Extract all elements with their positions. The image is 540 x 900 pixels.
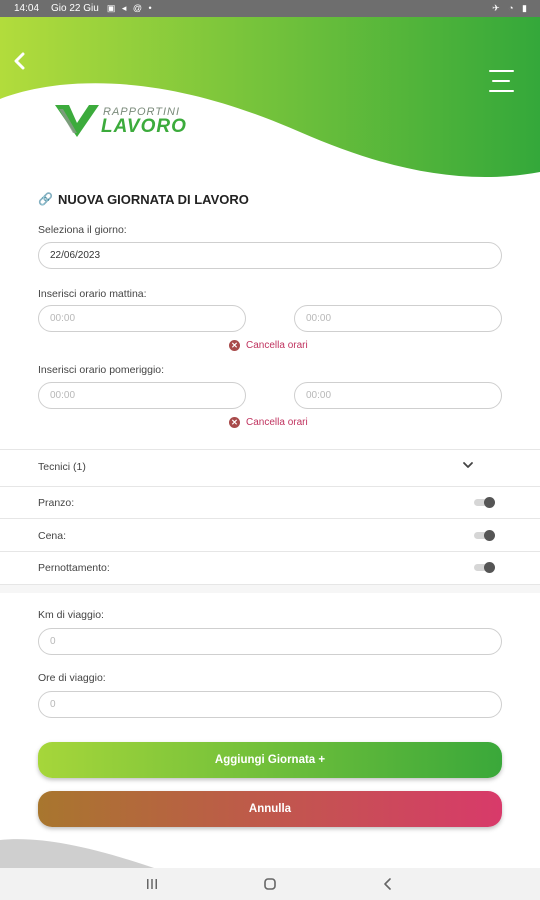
close-icon: ✕ (229, 340, 240, 351)
afternoon-end-input[interactable]: 00:00 (294, 382, 502, 409)
morning-cancel-label: Cancella orari (246, 340, 308, 351)
lunch-label: Pranzo: (38, 497, 75, 509)
afternoon-label: Inserisci orario pomeriggio: (38, 364, 165, 376)
recent-apps-icon[interactable] (144, 876, 160, 892)
page-title (38, 190, 249, 208)
menu-button[interactable] (489, 70, 514, 94)
logo-text-top: RAPPORTINI (103, 106, 181, 118)
section-separator (0, 585, 540, 593)
technicians-dropdown[interactable]: Tecnici (1) (38, 461, 86, 473)
header-wave (0, 17, 540, 187)
dinner-toggle[interactable] (474, 530, 496, 540)
add-day-button[interactable]: Aggiungi Giornata + (38, 742, 502, 778)
logo-text-bottom: LAVORO (101, 116, 187, 137)
system-icons: ✈ ◔ ▮ (492, 3, 530, 13)
km-label: Km di viaggio: (38, 609, 104, 621)
divider (0, 486, 540, 487)
day-label: Seleziona il giorno: (38, 224, 127, 236)
morning-end-input[interactable]: 00:00 (294, 305, 502, 332)
cancel-button[interactable]: Annulla (38, 791, 502, 827)
divider (0, 551, 540, 552)
status-time: 14:04 (14, 3, 40, 14)
morning-label: Inserisci orario mattina: (38, 288, 147, 300)
status-date: Gio 22 Giu (51, 3, 99, 14)
divider (0, 518, 540, 519)
navigation-bar (0, 868, 540, 900)
app-logo (55, 103, 195, 139)
close-icon: ✕ (229, 417, 240, 428)
hours-label: Ore di viaggio: (38, 672, 106, 684)
notification-icons: ▣ ◂ @ • (106, 3, 154, 13)
hours-input[interactable]: 0 (38, 691, 502, 718)
toggle-thumb (484, 562, 495, 573)
afternoon-cancel-label: Cancella orari (246, 417, 308, 428)
bottom-wave (0, 830, 540, 870)
divider (0, 449, 540, 450)
km-input[interactable]: 0 (38, 628, 502, 655)
back-nav-icon[interactable] (380, 876, 396, 892)
menu-icon-line (489, 90, 514, 92)
overnight-toggle[interactable] (474, 562, 496, 572)
status-bar (0, 0, 540, 17)
lunch-toggle[interactable] (474, 497, 496, 507)
afternoon-cancel-button[interactable] (229, 417, 308, 428)
page-title-text: NUOVA GIORNATA DI LAVORO (57, 191, 249, 207)
menu-icon (489, 70, 514, 72)
back-button[interactable] (12, 52, 36, 74)
date-field[interactable]: 22/06/2023 (38, 242, 502, 269)
morning-cancel-button[interactable] (229, 340, 308, 351)
link-icon: 🔗 (38, 192, 53, 206)
dinner-label: Cena: (38, 530, 67, 542)
morning-start-input[interactable]: 00:00 (38, 305, 246, 332)
overnight-label: Pernottamento: (38, 562, 110, 574)
toggle-thumb (484, 497, 495, 508)
menu-icon-line (492, 80, 510, 82)
chevron-down-icon[interactable] (462, 459, 474, 471)
toggle-thumb (484, 530, 495, 541)
logo-mark-icon (55, 103, 99, 139)
home-icon[interactable] (262, 876, 278, 892)
back-icon (12, 52, 26, 70)
afternoon-start-input[interactable]: 00:00 (38, 382, 246, 409)
